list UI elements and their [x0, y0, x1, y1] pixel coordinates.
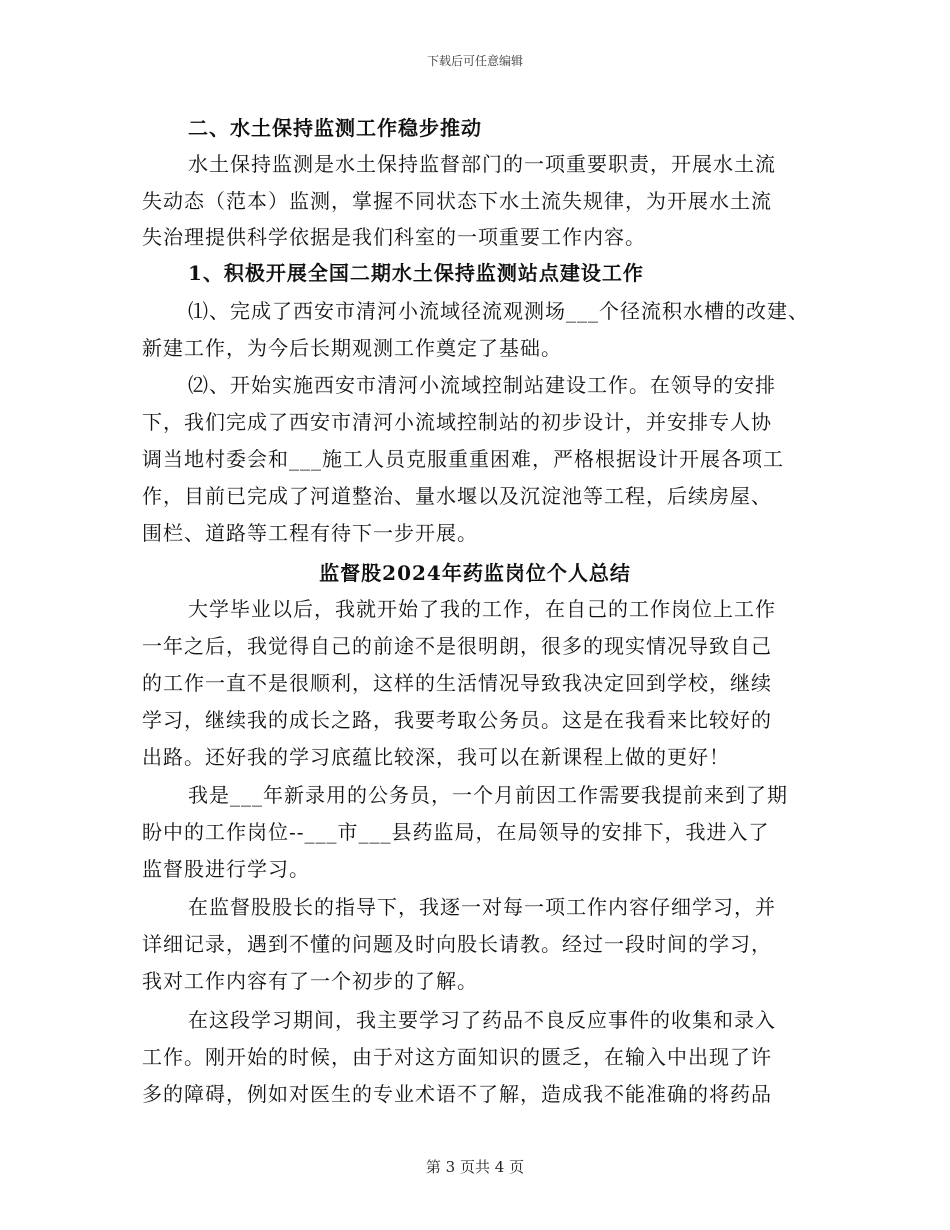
paragraph-line: 我是___年新录用的公务员，一个月前因工作需要我提前来到了期 [188, 783, 788, 807]
paragraph-line: 失治理提供科学依据是我们科室的一项重要工作内容。 [142, 225, 646, 249]
page-header: 下载后可任意编辑 [426, 54, 523, 68]
paragraph-line: 的工作一直不是很顺利，这样的生活情况导致我决定回到学校，继续 [142, 671, 772, 695]
paragraph-line: 围栏、道路等工程有待下一步开展。 [142, 521, 478, 545]
subsection-heading: 1、积极开展全国二期水土保持监测站点建设工作 [188, 261, 644, 285]
paragraph-line: 下，我们完成了西安市清河小流域控制站的初步设计，并安排专人协 [142, 410, 772, 434]
paragraph-line: 详细记录，遇到不懂的问题及时向股长请教。经过一段时间的学习， [142, 932, 772, 956]
paragraph-line: 出路。还好我的学习底蕴比较深，我可以在新课程上做的更好！ [142, 745, 730, 769]
section-heading: 二、水土保持监测工作稳步推动 [188, 116, 482, 140]
paragraph-line: 失动态（范本）监测，掌握不同状态下水土流失规律，为开展水土流 [142, 189, 772, 213]
paragraph-line: ⑴、完成了西安市清河小流域径流观测场___个径流积水槽的改建、 [188, 299, 809, 323]
paragraph-line: 作，目前已完成了河道整治、量水堰以及沉淀池等工程，后续房屋、 [142, 484, 772, 508]
page-footer: 第 3 页共 4 页 [425, 1158, 525, 1176]
paragraph-line: 多的障碍，例如对医生的专业术语不了解，造成我不能准确的将药品 [142, 1082, 772, 1106]
paragraph-line: 大学毕业以后，我就开始了我的工作，在自己的工作岗位上工作 [188, 597, 776, 621]
paragraph-line: 学习，继续我的成长之路，我要考取公务员。这是在我看来比较好的 [142, 708, 772, 732]
paragraph-line: 水土保持监测是水土保持监督部门的一项重要职责，开展水土流 [188, 152, 776, 176]
paragraph-line: 在监督股股长的指导下，我逐一对每一项工作内容仔细学习，并 [188, 895, 776, 919]
paragraph-line: 盼中的工作岗位--___市___县药监局，在局领导的安排下，我进入了 [142, 820, 770, 844]
paragraph-line: 新建工作，为今后长期观测工作奠定了基础。 [142, 336, 562, 360]
paragraph-line: 监督股进行学习。 [142, 857, 310, 881]
paragraph-line: 在这段学习期间，我主要学习了药品不良反应事件的收集和录入 [188, 1008, 776, 1032]
paragraph-line: 我对工作内容有了一个初步的了解。 [142, 969, 478, 993]
paragraph-line: ⑵、开始实施西安市清河小流域控制站建设工作。在领导的安排 [188, 373, 776, 397]
paragraph-line: 一年之后，我觉得自己的前途不是很明朗，很多的现实情况导致自己 [142, 634, 772, 658]
document-title: 监督股2024年药监岗位个人总结 [319, 561, 631, 585]
paragraph-line: 调当地村委会和___施工人员克服重重困难，严格根据设计开展各项工 [142, 447, 784, 471]
paragraph-line: 工作。刚开始的时候，由于对这方面知识的匮乏，在输入中出现了许 [142, 1045, 772, 1069]
